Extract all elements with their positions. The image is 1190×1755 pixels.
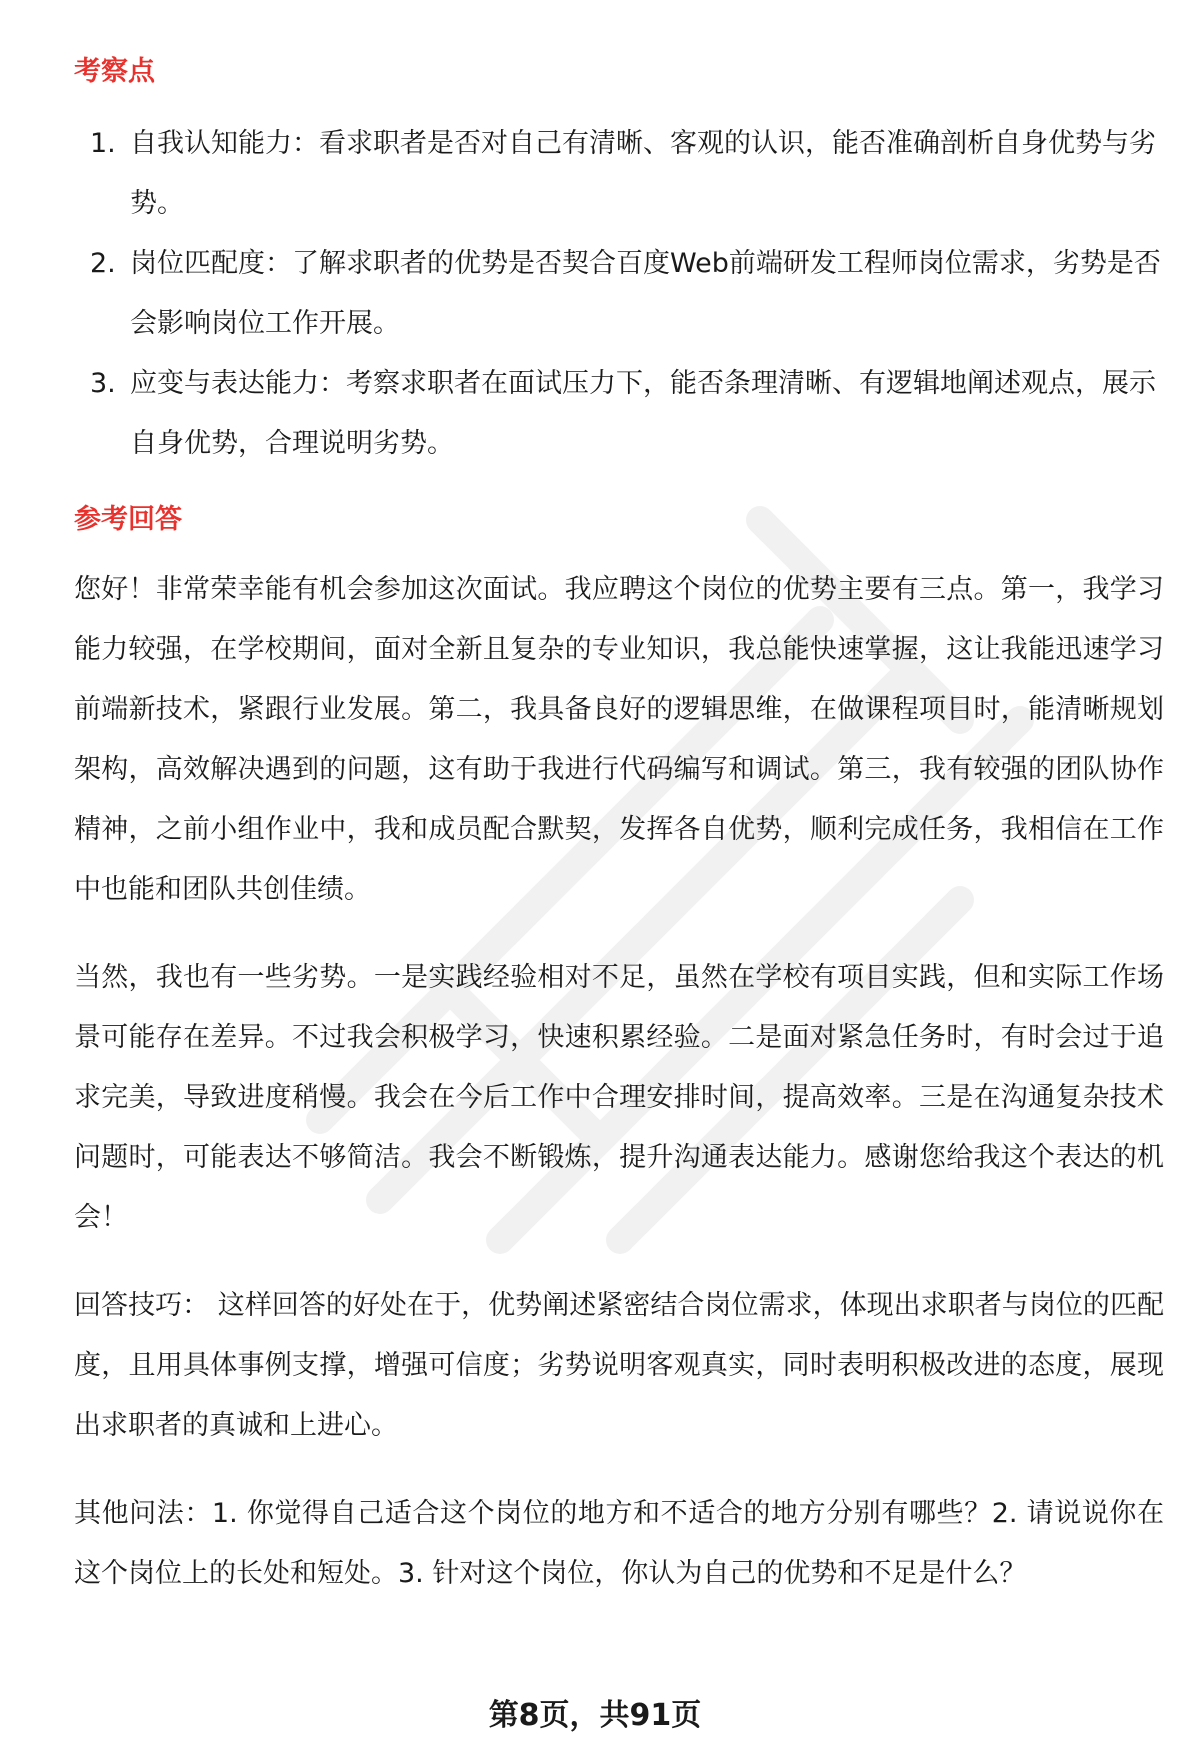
list-number: 1. bbox=[90, 128, 116, 159]
answer-tips-paragraph: 回答技巧： 这样回答的好处在于，优势阐述紧密结合岗位需求，体现出求职者与岗位的匹配度，且用具体事例支撑，增强可信度；劣势说明客观真实，同时表明积极改进的态度，展现出求职者的真诚和上进心。 bbox=[74, 1290, 1164, 1441]
alternative-questions-paragraph: 其他问法：1. 你觉得自己适合这个岗位的地方和不适合的地方分别有哪些？2. 请说说你在这个岗位上的长处和短处。3. 针对这个岗位，你认为自己的优势和不足是什么？ bbox=[74, 1498, 1164, 1589]
document-page bbox=[74, 52, 1164, 1604]
list-number: 3. bbox=[90, 368, 116, 399]
list-item-text: 岗位匹配度：了解求职者的优势是否契合百度Web前端研发工程师岗位需求，劣势是否会影响岗位工作开展。 bbox=[130, 248, 1161, 339]
list-item-text: 自我认知能力：看求职者是否对自己有清晰、客观的认识，能否准确剖析自身优势与劣势。 bbox=[130, 128, 1156, 219]
answer-paragraph-weaknesses: 当然，我也有一些劣势。一是实践经验相对不足，虽然在学校有项目实践，但和实际工作场景可能存在差异。不过我会积极学习，快速积累经验。二是面对紧急任务时，有时会过于追求完美，导致进度稍慢。我会在今后工作中合理安排时间，提高效率。三是在沟通复杂技术问题时，可能表达不够简洁。我会不断锻炼，提升沟通表达能力。感谢您给我这个表达的机会！ bbox=[74, 962, 1164, 1233]
list-item bbox=[74, 114, 1164, 234]
list-item-text: 应变与表达能力：考察求职者在面试压力下，能否条理清晰、有逻辑地阐述观点，展示自身优势，合理说明劣势。 bbox=[130, 368, 1156, 459]
list-number: 2. bbox=[90, 248, 116, 279]
list-item bbox=[74, 234, 1164, 354]
answer-paragraph-strengths: 您好！非常荣幸能有机会参加这次面试。我应聘这个岗位的优势主要有三点。第一，我学习能力较强，在学校期间，面对全新且复杂的专业知识，我总能快速掌握，这让我能迅速学习前端新技术，紧跟行业发展。第二，我具备良好的逻辑思维，在做课程项目时，能清晰规划架构，高效解决遇到的问题，这有助于我进行代码编写和调试。第三，我有较强的团队协作精神，之前小组作业中，我和成员配合默契，发挥各自优势，顺利完成任务，我相信在工作中也能和团队共创佳绩。 bbox=[74, 574, 1164, 905]
list-item bbox=[74, 354, 1164, 474]
key-points-list bbox=[74, 114, 1164, 474]
section-title-reference-answer: 参考回答 bbox=[74, 504, 182, 535]
section-title-key-points: 考察点 bbox=[74, 56, 155, 87]
page-number: 第8页，共91页 bbox=[488, 1698, 702, 1733]
